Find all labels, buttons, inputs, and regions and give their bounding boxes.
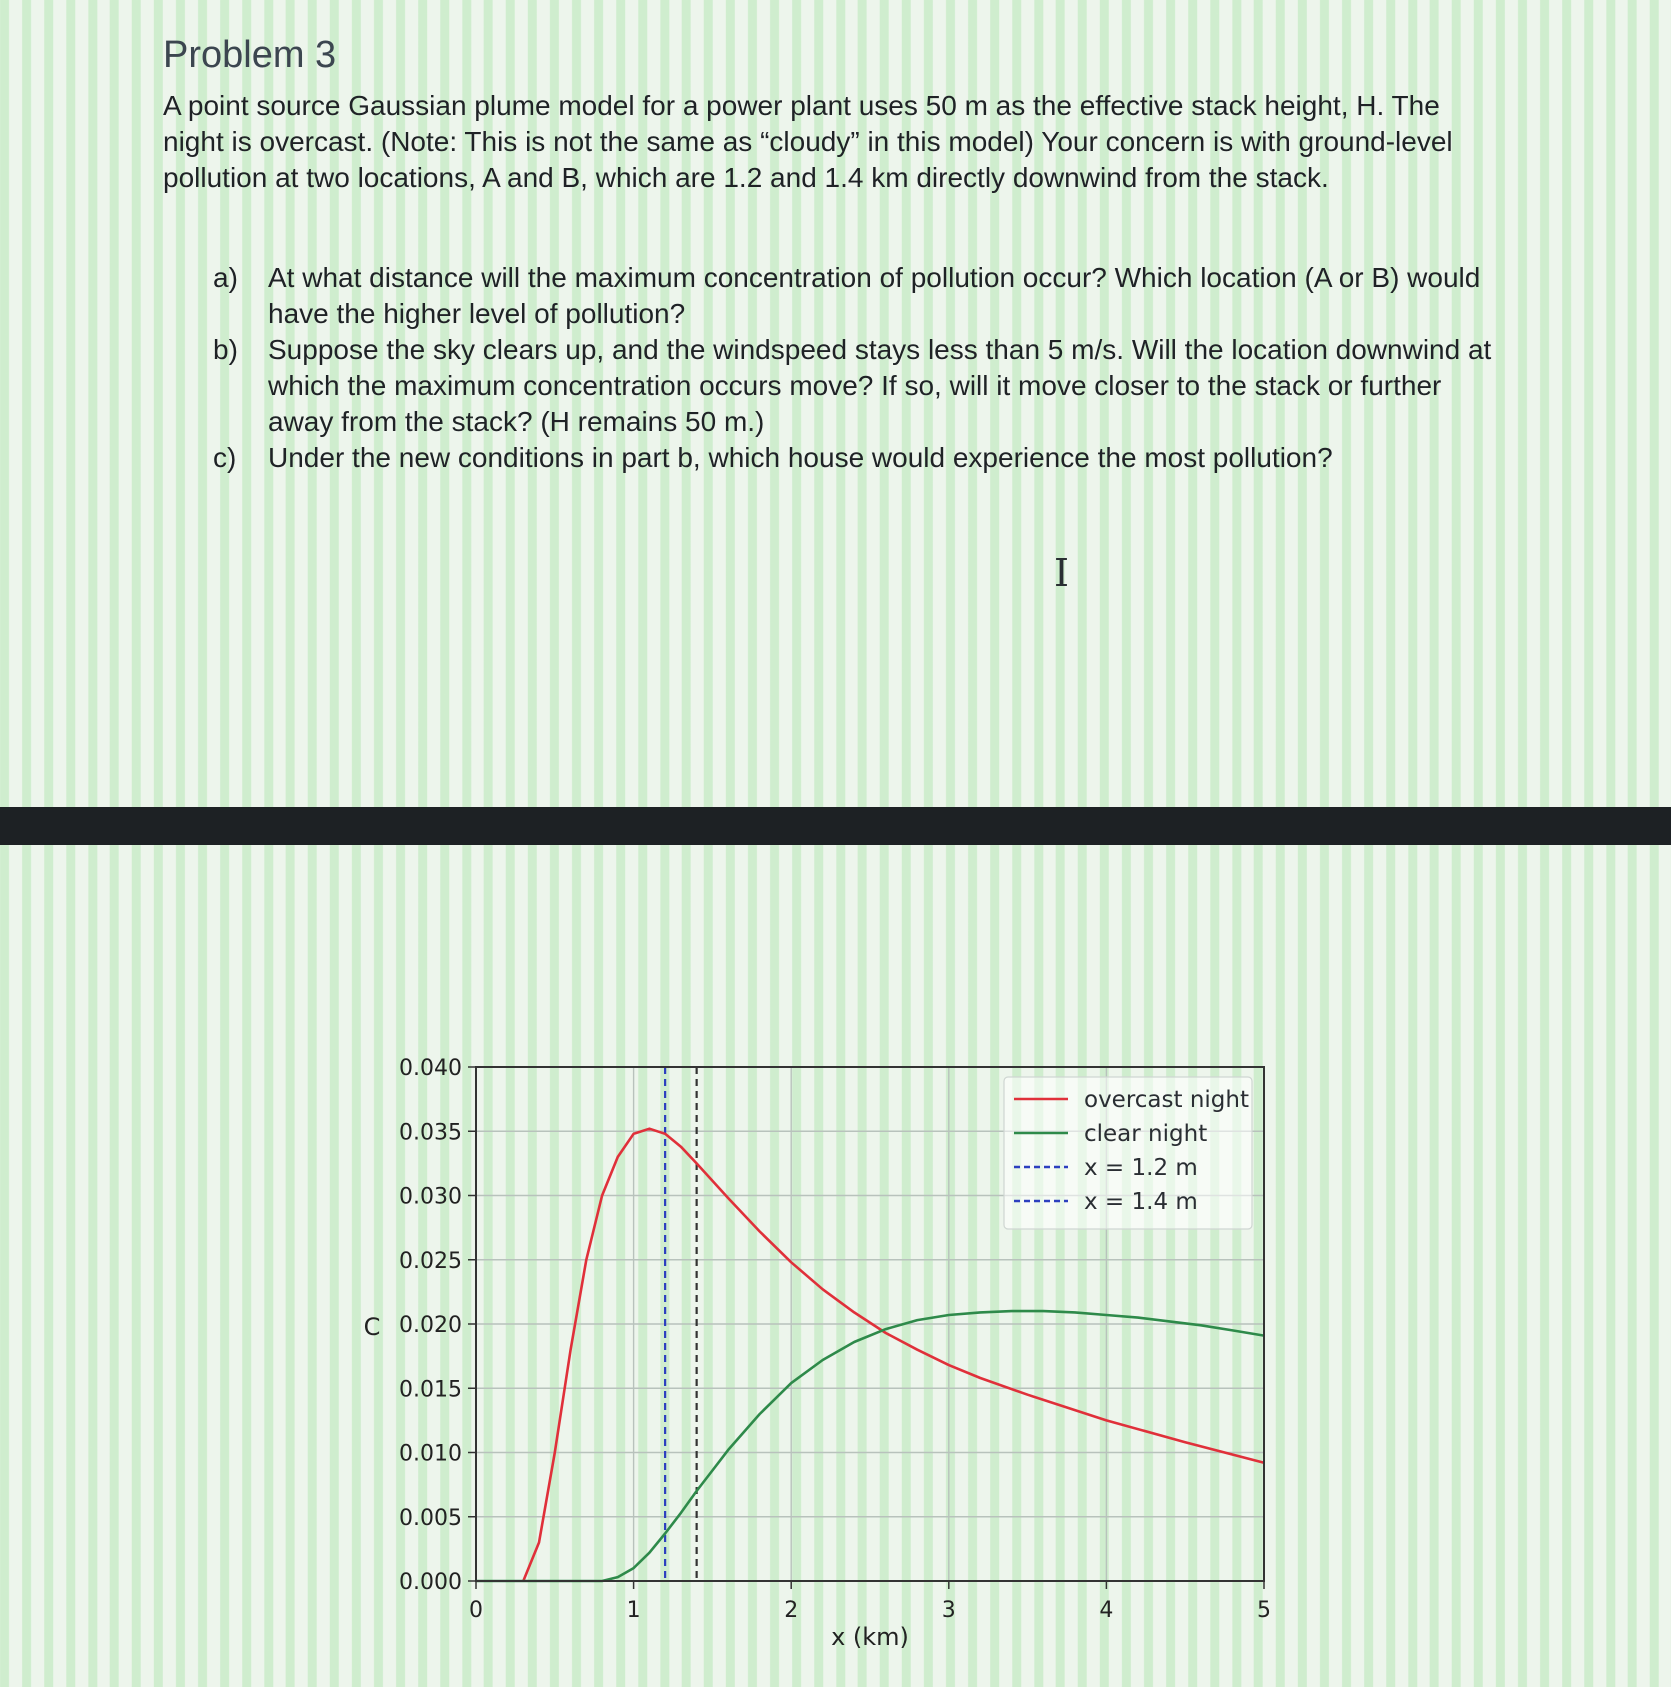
text-cursor-icon: I	[1054, 551, 1070, 595]
question-list	[213, 260, 1493, 476]
question-label: c)	[213, 442, 237, 473]
y-tick-label: 0.030	[399, 1184, 462, 1210]
y-tick-label: 0.010	[399, 1441, 462, 1467]
series-line	[476, 1311, 1264, 1581]
question-b	[213, 332, 1493, 440]
y-tick-label: 0.020	[399, 1313, 462, 1338]
x-tick-label: 0	[469, 1598, 483, 1623]
x-axis-label: x (km)	[831, 1623, 909, 1651]
legend-label: x = 1.4 m	[1084, 1189, 1198, 1215]
x-tick-label: 5	[1257, 1598, 1271, 1623]
y-tick-label: 0.040	[399, 1056, 462, 1081]
question-label: a)	[213, 262, 238, 293]
question-c	[213, 440, 1493, 476]
problem-title: Problem 3	[163, 34, 337, 76]
question-label: b)	[213, 334, 238, 365]
y-tick-label: 0.035	[399, 1120, 462, 1146]
question-text: At what distance will the maximum concentration of pollution occur? Which location (A or B) would have the higher level of pollution?	[268, 262, 1481, 329]
y-tick-label: 0.005	[399, 1505, 462, 1531]
y-tick-label: 0.015	[399, 1377, 462, 1403]
y-axis-label: C	[363, 1313, 381, 1341]
x-tick-label: 2	[784, 1598, 799, 1623]
x-tick-label: 3	[941, 1598, 956, 1623]
concentration-chart	[0, 845, 1671, 1682]
legend-label: x = 1.2 m	[1084, 1155, 1198, 1181]
question-text: Suppose the sky clears up, and the windspeed stays less than 5 m/s. Will the location downwind at which the maximum concentration occurs move? If so, will it move closer to the stack or further away from the stack? (H remains 50 m.)	[268, 334, 1492, 437]
legend	[1004, 1077, 1252, 1229]
question-text: Under the new conditions in part b, which house would experience the most pollution?	[268, 442, 1333, 473]
y-tick-label: 0.025	[399, 1248, 462, 1274]
x-tick-label: 1	[626, 1598, 641, 1623]
problem-intro: A point source Gaussian plume model for a power plant uses 50 m as the effective stack height, H. The night is overcast. (Note: This is not the same as “cloudy” in this model) Your concern is with ground-level pollution at two locations, A and B, which are 1.2 and 1.4 km directly downwind from the stack.	[163, 90, 1453, 193]
legend-label: clear night	[1084, 1121, 1208, 1147]
chart-container	[0, 845, 1671, 1682]
x-tick-label: 4	[1099, 1598, 1114, 1623]
y-tick-label: 0.000	[399, 1570, 462, 1595]
legend-label: overcast night	[1084, 1087, 1249, 1113]
screen-divider	[0, 807, 1671, 845]
question-a	[213, 260, 1493, 332]
problem-page	[0, 0, 1671, 805]
